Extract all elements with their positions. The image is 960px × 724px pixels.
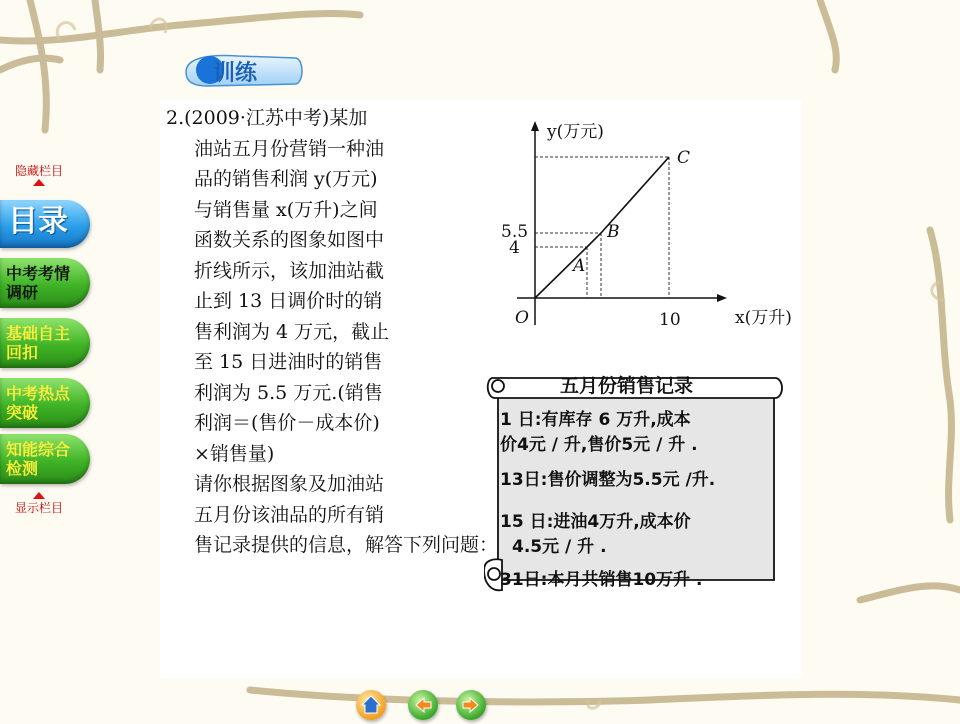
function-polyline: [535, 157, 669, 298]
back-arrow-icon: [408, 690, 438, 720]
problem-line: 2.(2009·江苏中考)某加: [166, 107, 368, 129]
nav-comprehensive-test-label: 知能综合检测: [6, 440, 71, 478]
previous-button[interactable]: [408, 690, 438, 720]
y-tick-label: 5.5: [501, 222, 529, 242]
problem-line: 利润为 5.5 万元.(销售: [194, 381, 383, 404]
x-axis-arrow-icon: [717, 294, 727, 302]
nav-hotspot[interactable]: [0, 378, 90, 428]
nav-hotspot-label: 中考热点突破: [6, 384, 71, 422]
problem-line: 函数关系的图象如图中: [194, 229, 385, 251]
hide-columns-label: 隐藏栏目: [14, 164, 63, 178]
sales-record-entry: 15 日:进油4万升,成本价: [500, 512, 691, 532]
sales-record-entry: 价4元 / 升,售价5元 / 升 .: [500, 435, 698, 455]
forward-arrow-icon: [456, 690, 486, 720]
problem-line: 品的销售利润 y(万元): [194, 168, 378, 190]
function-graph: [495, 115, 795, 335]
show-columns-label: 显示栏目: [14, 501, 63, 515]
nav-basic-review[interactable]: [0, 318, 90, 368]
section-badge-text: 训练: [213, 61, 258, 86]
hide-columns-button[interactable]: [4, 162, 74, 186]
sales-record-entry: 13日:售价调整为5.5元 /升.: [500, 470, 716, 490]
y-axis-arrow-icon: [531, 121, 539, 131]
problem-line: 请你根据图象及加油站: [194, 473, 385, 495]
origin-label: O: [515, 308, 529, 328]
y-axis-label: y(万元): [547, 122, 604, 142]
problem-line: 五月份该油品的所有销: [194, 503, 385, 526]
next-button[interactable]: [456, 690, 486, 720]
problem-line: 售利润为 4 万元，截止: [194, 320, 390, 343]
home-button[interactable]: [356, 690, 386, 720]
y-tick-label: 4: [509, 238, 520, 258]
x-axis-label: x(万升): [735, 308, 792, 328]
nav-exam-research-label: 中考考情调研: [6, 264, 71, 302]
problem-line: 利润＝(售价－成本价): [194, 412, 380, 434]
home-icon: [356, 690, 386, 720]
problem-line: 折线所示，该加油站截: [194, 259, 385, 282]
problem-line: ×销售量): [194, 442, 275, 465]
nav-exam-research[interactable]: [0, 258, 90, 308]
up-arrow-icon: [33, 492, 45, 499]
table-of-contents-button[interactable]: [0, 200, 90, 248]
problem-line: 售记录提供的信息，解答下列问题：: [194, 534, 499, 556]
point-a-label: A: [573, 256, 586, 276]
problem-text: [166, 103, 499, 561]
sales-record-entry: 1 日:有库存 6 万升,成本: [500, 410, 691, 430]
problem-line: 与销售量 x(万升)之间: [194, 198, 378, 221]
sales-record-entry: 31日:本月共销售10万升 .: [500, 570, 703, 590]
problem-line: 止到 13 日调价时的销: [194, 290, 383, 312]
show-columns-button[interactable]: [4, 492, 74, 516]
toc-label: 目录: [8, 204, 68, 239]
up-arrow-icon: [33, 179, 45, 186]
sales-record-title: 五月份销售记录: [560, 375, 694, 397]
x-tick-label: 10: [659, 310, 681, 330]
problem-line: 油站五月份营销一种油: [194, 137, 385, 160]
point-b-label: B: [607, 222, 620, 242]
nav-basic-review-label: 基础自主回扣: [6, 324, 71, 362]
sales-record-entry: 4.5元 / 升 .: [512, 537, 607, 557]
nav-comprehensive-test[interactable]: [0, 434, 90, 484]
problem-line: 至 15 日进油时的销售: [194, 351, 383, 373]
point-c-label: C: [677, 148, 691, 168]
